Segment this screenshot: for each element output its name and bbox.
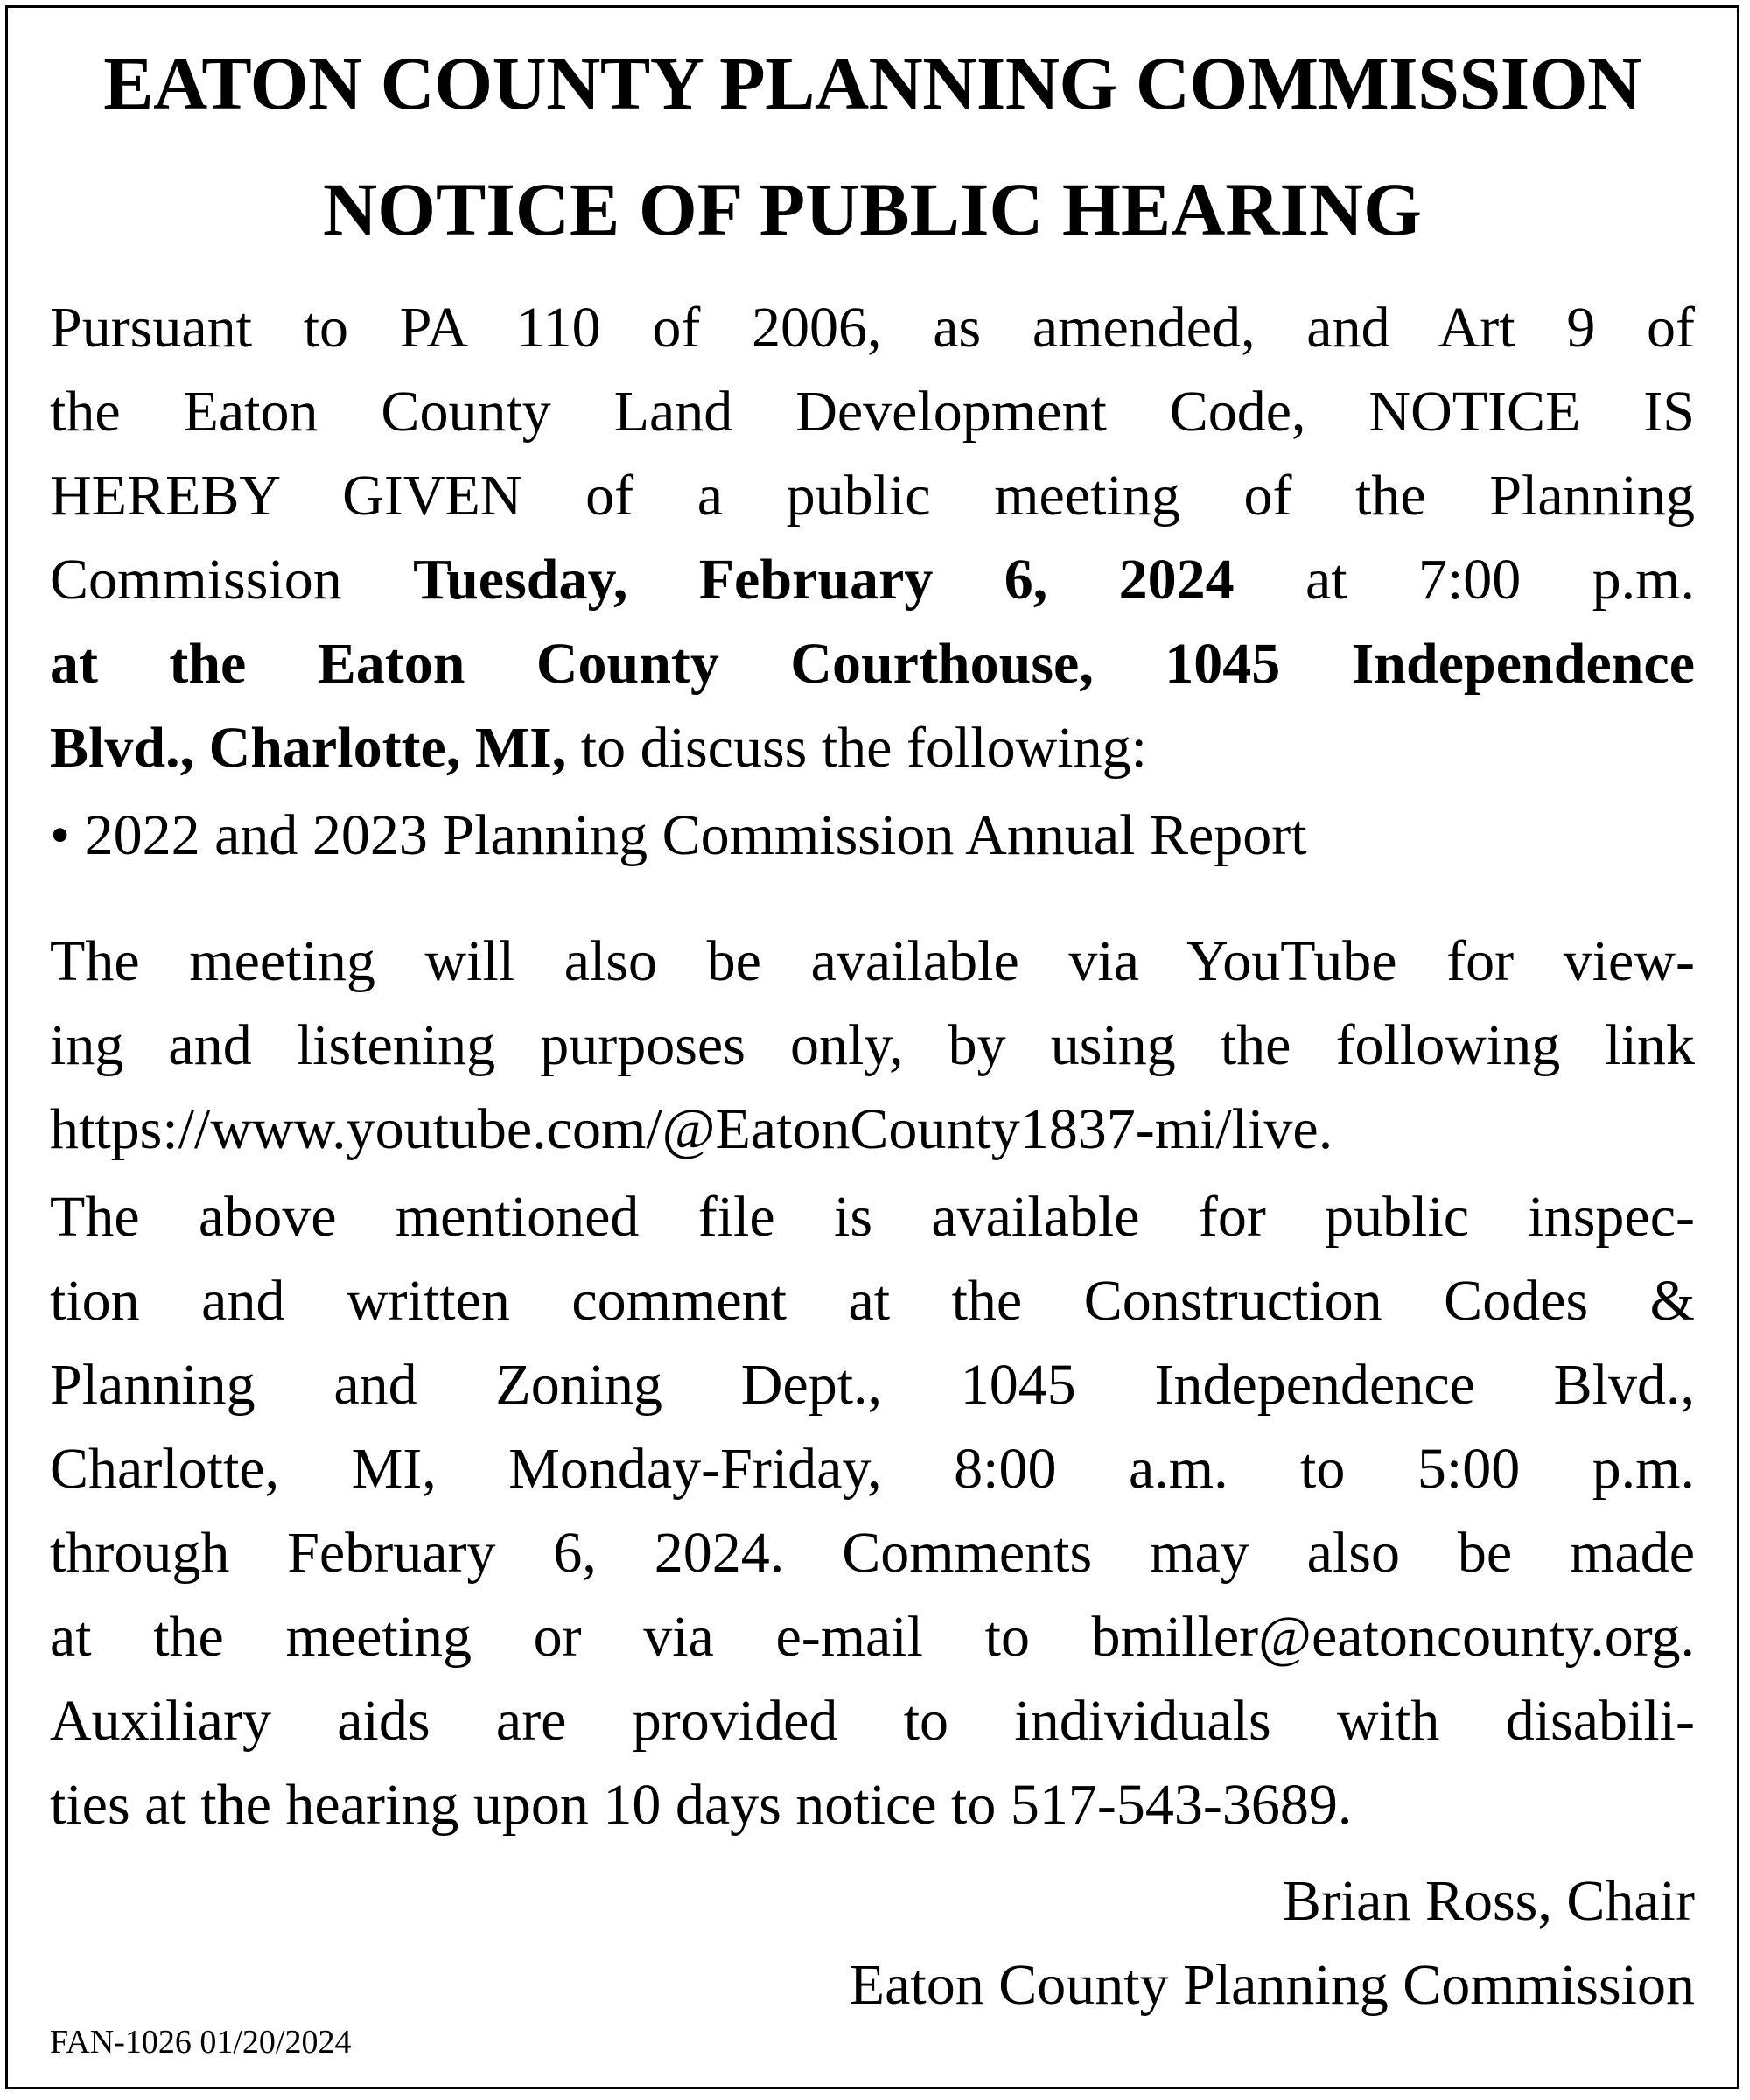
intro-text: Commission <box>50 548 414 612</box>
notice-subtitle: NOTICE OF PUBLIC HEARING <box>323 167 1422 251</box>
phone-line: ties at the hearing upon 10 days notice to 517-543-3689. <box>50 1773 1353 1837</box>
youtube-paragraph <box>50 920 1695 1172</box>
inspection-line: Planning and Zoning Dept., 1045 Independence Blvd., <box>50 1353 1695 1417</box>
inspection-line: The above mentioned file is available for public inspec- <box>50 1185 1695 1249</box>
notice-title: EATON COUNTY PLANNING COMMISSION <box>103 41 1642 125</box>
meeting-location-city: Blvd., Charlotte, MI, <box>50 716 567 780</box>
inspection-line: Auxiliary aids are provided to individuals with disabili- <box>50 1689 1695 1753</box>
intro-line <box>50 538 1695 622</box>
notice-content <box>50 8 1695 2087</box>
youtube-link[interactable]: https://www.youtube.com/@EatonCounty1837-mi/live. <box>50 1097 1334 1161</box>
intro-line: HEREBY GIVEN of a public meeting of the Planning <box>50 464 1695 528</box>
agenda-item: • 2022 and 2023 Planning Commission Annual Report <box>50 803 1307 867</box>
intro-line <box>50 622 1695 706</box>
inspection-paragraph <box>50 1175 1695 1847</box>
meeting-time: at 7:00 p.m. <box>1234 548 1696 612</box>
intro-line: the Eaton County Land Development Code, NOTICE IS <box>50 380 1695 444</box>
intro-paragraph <box>50 286 1695 790</box>
inspection-line: tion and written comment at the Construction Codes & <box>50 1269 1695 1333</box>
signature-name: Brian Ross, Chair <box>1282 1869 1695 1933</box>
youtube-line: ing and listening purposes only, by using the following link <box>50 1013 1695 1077</box>
inspection-line: through February 6, 2024. Comments may also be made <box>50 1521 1695 1585</box>
email-line[interactable]: at the meeting or via e-mail to bmiller@eatoncounty.org. <box>50 1605 1695 1669</box>
reference-code: FAN-1026 01/20/2024 <box>50 2024 352 2061</box>
intro-line: Pursuant to PA 110 of 2006, as amended, and Art 9 of <box>50 296 1695 360</box>
inspection-line: Charlotte, MI, Monday-Friday, 8:00 a.m. to 5:00 p.m. <box>50 1437 1695 1501</box>
meeting-date: Tuesday, February 6, 2024 <box>413 548 1235 612</box>
public-notice <box>5 5 1740 2090</box>
agenda-list <box>50 794 1695 878</box>
signature-organization: Eaton County Planning Commission <box>849 1953 1695 2017</box>
meeting-location: at the Eaton County Courthouse, 1045 Independence <box>50 632 1695 696</box>
intro-text: to discuss the following: <box>566 716 1147 780</box>
intro-line <box>50 706 1695 790</box>
youtube-line: The meeting will also be available via YouTube for view- <box>50 929 1695 993</box>
